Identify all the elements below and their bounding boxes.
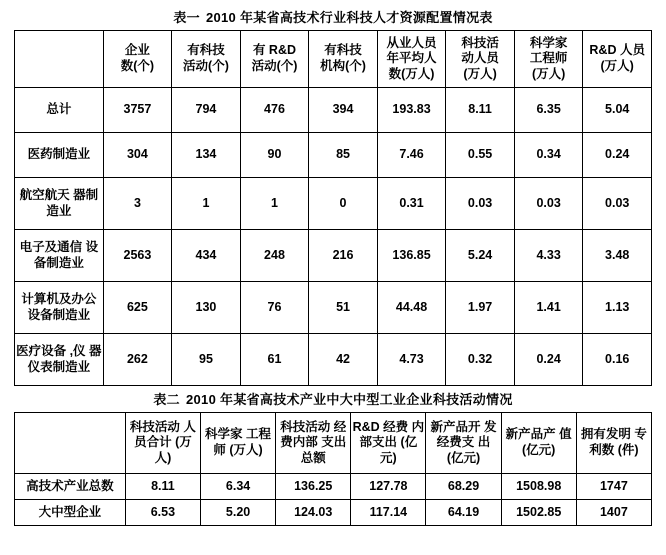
table1-caption — [14, 4, 652, 30]
row-label-line: 医药制造业 — [27, 147, 91, 162]
table1-col-header — [514, 31, 583, 88]
table1-cell: 8.11 — [446, 88, 515, 133]
table1-cell: 1 — [240, 178, 309, 230]
table2-cell: 6.53 — [125, 500, 200, 526]
table1-row-label — [15, 230, 104, 282]
table1-col-header — [446, 31, 515, 88]
table1-caption-text: 2010 年某省高技术行业科技人才资源配置情况表 — [205, 10, 493, 25]
table1-col-header — [240, 31, 309, 88]
table-row — [15, 334, 652, 386]
table2-cell: 6.34 — [200, 474, 275, 500]
header-line: 科学家 — [205, 427, 243, 442]
header-line: (亿元) — [522, 443, 556, 457]
table2-col-header — [125, 413, 200, 474]
table1-cell: 5.04 — [583, 88, 652, 133]
table1-row-label — [15, 282, 104, 334]
table-row — [15, 282, 652, 334]
table2-cell: 64.19 — [426, 500, 501, 526]
header-line: 年平均人 — [386, 51, 437, 66]
table1-cell: 0.32 — [446, 334, 515, 386]
table1-cell: 85 — [309, 133, 378, 178]
header-line: 数(万人) — [388, 66, 435, 81]
table1-cell: 625 — [103, 282, 172, 334]
table1-cell: 61 — [240, 334, 309, 386]
table1-cell: 0 — [309, 178, 378, 230]
table1-cell: 0.55 — [446, 133, 515, 178]
table-row — [15, 500, 652, 526]
table-1 — [14, 30, 652, 386]
table2-cell: 117.14 — [351, 500, 426, 526]
table1-cell: 1.97 — [446, 282, 515, 334]
table1-cell: 130 — [172, 282, 241, 334]
table2-col-header — [576, 413, 651, 474]
table1-cell: 76 — [240, 282, 309, 334]
header-line: 内部支出 — [359, 419, 425, 450]
row-label-line: 电子及通信 — [19, 239, 83, 254]
table1-cell: 304 — [103, 133, 172, 178]
header-line: 经费内部 — [280, 419, 347, 450]
header-line: 出 (亿元) — [446, 435, 491, 465]
header-line: 活动(个) — [251, 59, 298, 73]
table1-col-header — [172, 31, 241, 88]
table2-col-header — [276, 413, 351, 474]
table1-header — [15, 31, 652, 88]
table2-cell: 1747 — [576, 474, 651, 500]
header-line: 科技活动 — [129, 419, 180, 434]
header-line: R&D 经费 — [352, 419, 409, 434]
header-line: 科技活 — [461, 35, 499, 50]
header-line: (万人) — [463, 66, 497, 81]
row-label-line: 计算机及办公 — [21, 291, 97, 306]
table1-cell: 4.33 — [514, 230, 583, 282]
table1-cell: 476 — [240, 88, 309, 133]
table1-cell: 394 — [309, 88, 378, 133]
table1-cell: 1 — [172, 178, 241, 230]
row-label-line: 医疗设备 ,仪 — [16, 343, 86, 358]
table1-cell: 0.24 — [514, 334, 583, 386]
header-line: 发经费支 — [436, 419, 497, 450]
row-label-line: 航空航天 — [19, 187, 70, 202]
table2-col-header — [200, 413, 275, 474]
table1-cell: 42 — [309, 334, 378, 386]
table1-cell: 7.46 — [377, 133, 446, 178]
table1-cell: 1.41 — [514, 282, 583, 334]
table1-body — [15, 88, 652, 386]
table2-corner-cell — [15, 413, 126, 474]
table2-col-header — [501, 413, 576, 474]
row-label-line: 设备制造业 — [33, 239, 99, 270]
table1-header-row — [15, 31, 652, 88]
table1-cell: 4.73 — [377, 334, 446, 386]
header-line: 有科技 — [187, 43, 225, 58]
table1-cell: 0.24 — [583, 133, 652, 178]
table1-col-header — [103, 31, 172, 88]
table1-cell: 794 — [172, 88, 241, 133]
table1-cell: 2563 — [103, 230, 172, 282]
header-line: 新产品产 — [505, 427, 556, 442]
table1-cell: 5.24 — [446, 230, 515, 282]
header-line: (件) — [617, 443, 639, 457]
table1-cell: 0.16 — [583, 334, 652, 386]
table-row — [15, 88, 652, 133]
header-line: 人员合计 — [134, 419, 196, 450]
table2-cell: 136.25 — [276, 474, 351, 500]
table2-cell: 8.11 — [125, 474, 200, 500]
table1-row-label — [15, 88, 104, 133]
row-label-line: 器制造业 — [46, 187, 99, 218]
table1-cell: 95 — [172, 334, 241, 386]
header-line: 动人员 — [461, 51, 499, 66]
table2-caption-number: 表二 — [153, 392, 180, 407]
table2-cell: 1508.98 — [501, 474, 576, 500]
header-line: 工程师 — [213, 427, 272, 457]
header-line: 企业 — [124, 43, 150, 58]
table2-header-row — [15, 413, 652, 474]
table1-cell: 134 — [172, 133, 241, 178]
header-line: 支出总额 — [300, 435, 347, 465]
table2-cell: 68.29 — [426, 474, 501, 500]
header-line: 科学家 — [529, 35, 568, 50]
table1-col-header — [583, 31, 652, 88]
header-line: 专利数 — [589, 427, 647, 457]
table1-cell: 90 — [240, 133, 309, 178]
header-line: 拥有发明 — [580, 427, 631, 442]
table1-cell: 3 — [103, 178, 172, 230]
header-line: 数(个) — [120, 59, 155, 73]
table1-cell: 44.48 — [377, 282, 446, 334]
table2-caption — [14, 386, 652, 412]
table1-cell: 0.03 — [514, 178, 583, 230]
header-line: (亿元) — [380, 435, 418, 465]
table1-cell: 0.34 — [514, 133, 583, 178]
table1-cell: 0.03 — [583, 178, 652, 230]
header-line: (万人) — [600, 59, 634, 73]
table1-cell: 434 — [172, 230, 241, 282]
table-row — [15, 133, 652, 178]
table1-cell: 0.03 — [446, 178, 515, 230]
table-2 — [14, 412, 652, 526]
table1-col-header — [309, 31, 378, 88]
table2-header — [15, 413, 652, 474]
header-line: 新产品开 — [430, 419, 481, 434]
header-line: 工程师 — [529, 51, 568, 66]
table1-cell: 3.48 — [583, 230, 652, 282]
header-line: 科技活动 — [280, 419, 331, 434]
table1-cell: 0.31 — [377, 178, 446, 230]
row-label-line: 设备制造业 — [27, 307, 91, 322]
header-line: 从业人员 — [386, 35, 437, 50]
table2-cell: 127.78 — [351, 474, 426, 500]
row-label-line: 器仪表制造业 — [27, 343, 102, 374]
table1-cell: 136.85 — [377, 230, 446, 282]
table2-cell: 124.03 — [276, 500, 351, 526]
table2-body — [15, 474, 652, 526]
table1-row-label — [15, 133, 104, 178]
header-line: 值 — [559, 427, 572, 442]
table2-row-label: 高技术产业总数 — [15, 474, 126, 500]
table1-corner-cell — [15, 31, 104, 88]
table2-col-header — [351, 413, 426, 474]
table1-cell: 248 — [240, 230, 309, 282]
header-line: (万人) — [229, 443, 263, 457]
table-row — [15, 230, 652, 282]
header-line: (万人) — [531, 66, 566, 81]
table1-cell: 1.13 — [583, 282, 652, 334]
header-line: 有科技 — [324, 43, 362, 58]
header-line: R&D 人员 — [589, 43, 645, 58]
table1-cell: 193.83 — [377, 88, 446, 133]
table1-cell: 262 — [103, 334, 172, 386]
table1-cell: 6.35 — [514, 88, 583, 133]
header-line: 有 R&D — [252, 43, 297, 58]
table-row — [15, 178, 652, 230]
table1-cell: 3757 — [103, 88, 172, 133]
header-line: (万人) — [154, 435, 192, 465]
table1-row-label — [15, 334, 104, 386]
table1-col-header — [377, 31, 446, 88]
table2-cell: 1407 — [576, 500, 651, 526]
table2-col-header — [426, 413, 501, 474]
table1-caption-number: 表一 — [173, 10, 200, 25]
table2-cell: 1502.85 — [501, 500, 576, 526]
table2-caption-text: 2010 年某省高技术产业中大中型工业企业科技活动情况 — [185, 392, 513, 407]
table2-row-label: 大中型企业 — [15, 500, 126, 526]
header-line: 活动(个) — [183, 59, 229, 73]
table1-cell: 51 — [309, 282, 378, 334]
row-label-line: 总计 — [46, 102, 72, 117]
table2-cell: 5.20 — [200, 500, 275, 526]
table-row — [15, 474, 652, 500]
table1-cell: 216 — [309, 230, 378, 282]
header-line: 机构(个) — [320, 59, 366, 73]
table1-row-label — [15, 178, 104, 230]
